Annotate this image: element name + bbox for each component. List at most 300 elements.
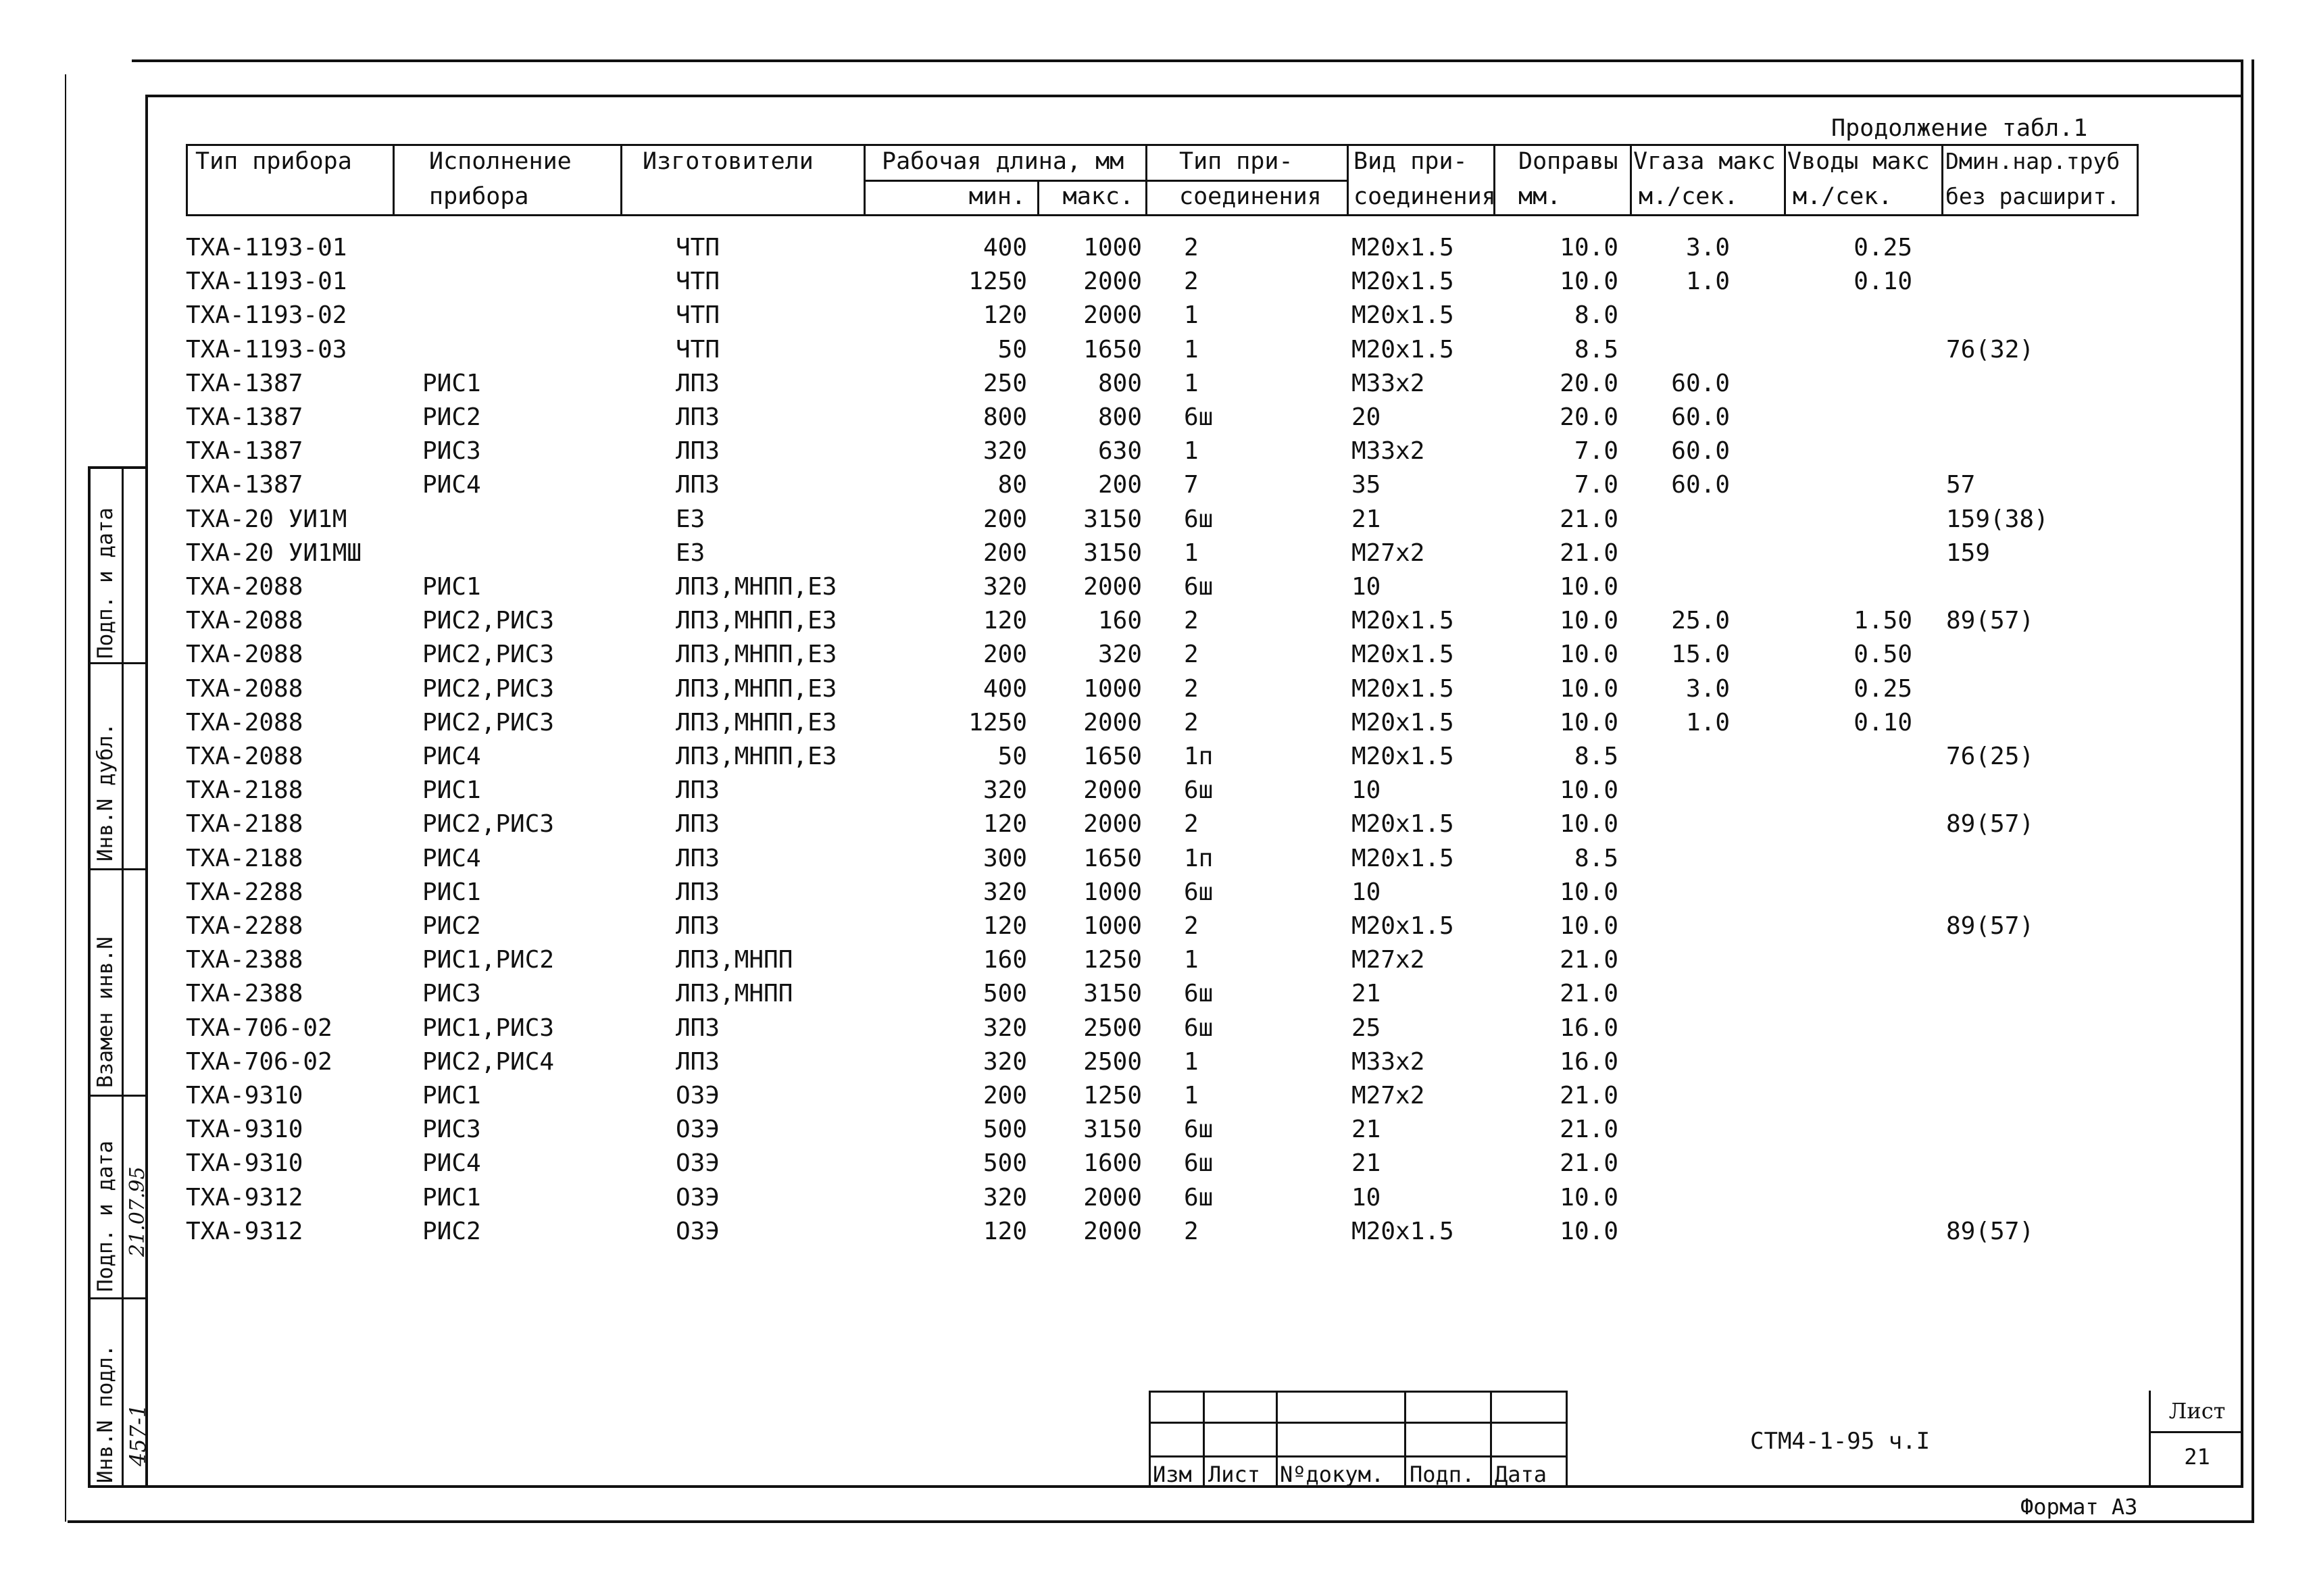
header-execution-1: Исполнение bbox=[429, 148, 572, 175]
table-row bbox=[0, 674, 2313, 708]
cell-dopravy: 10.0 bbox=[1560, 1217, 1618, 1245]
cell-manufacturer: ЛПЗ,МНПП bbox=[676, 980, 793, 1008]
cell-length-min: 120 bbox=[983, 1217, 1027, 1245]
cell-manufacturer: ОЗЭ bbox=[676, 1149, 720, 1178]
header-working-length: Рабочая длина, мм bbox=[882, 148, 1124, 175]
cell-connection-type: 1 bbox=[1184, 437, 1199, 466]
cell-execution: РИС1 bbox=[422, 369, 481, 397]
header-conn-kind-2: соединения bbox=[1353, 183, 1496, 210]
cell-connection-type: 6ш bbox=[1184, 1014, 1214, 1042]
header-execution-2: прибора bbox=[429, 183, 529, 210]
cell-length-max: 2000 bbox=[1083, 1183, 1142, 1212]
table-body bbox=[0, 233, 2313, 1260]
cell-device-type: ТХА-2188 bbox=[186, 776, 303, 805]
table-row bbox=[0, 776, 2313, 809]
table-row bbox=[0, 912, 2313, 945]
cell-length-min: 200 bbox=[983, 505, 1027, 533]
cell-length-min: 320 bbox=[983, 776, 1027, 805]
cell-dopravy: 21.0 bbox=[1560, 1116, 1618, 1144]
cell-manufacturer: ЛПЗ,МНПП,ЕЗ bbox=[676, 573, 837, 601]
cell-device-type: ТХА-2088 bbox=[186, 708, 303, 737]
cell-length-min: 120 bbox=[983, 607, 1027, 635]
cell-length-max: 200 bbox=[1097, 471, 1142, 499]
cell-manufacturer: ЕЗ bbox=[676, 539, 705, 567]
cell-connection-kind: 20 bbox=[1351, 403, 1381, 431]
cell-manufacturer: ЛПЗ bbox=[676, 912, 720, 940]
table-row bbox=[0, 979, 2313, 1013]
header-dopravy-2: мм. bbox=[1518, 183, 1562, 210]
cell-connection-type: 2 bbox=[1184, 607, 1199, 635]
header-length-max: макс. bbox=[1062, 183, 1134, 210]
cell-connection-kind: M20x1.5 bbox=[1351, 844, 1454, 872]
cell-length-max: 2000 bbox=[1083, 1217, 1142, 1245]
cell-connection-kind: M27x2 bbox=[1351, 946, 1425, 974]
cell-dopravy: 10.0 bbox=[1560, 912, 1618, 940]
cell-length-min: 800 bbox=[983, 403, 1027, 431]
cell-vgaza: 1.0 bbox=[1685, 268, 1730, 296]
cell-dopravy: 10.0 bbox=[1560, 878, 1618, 906]
cell-connection-type: 2 bbox=[1184, 912, 1199, 940]
cell-device-type: ТХА-2088 bbox=[186, 573, 303, 601]
cell-connection-kind: M20x1.5 bbox=[1351, 641, 1454, 669]
cell-length-min: 160 bbox=[983, 946, 1027, 974]
cell-vgaza: 15.0 bbox=[1671, 641, 1730, 669]
cell-length-min: 1250 bbox=[968, 268, 1027, 296]
cell-length-min: 120 bbox=[983, 810, 1027, 839]
cell-length-min: 250 bbox=[983, 369, 1027, 397]
title-izm: Изм bbox=[1153, 1462, 1192, 1487]
cell-connection-type: 1 bbox=[1184, 946, 1199, 974]
table-row bbox=[0, 301, 2313, 334]
header-vvody-1: Vводы макс bbox=[1787, 148, 1930, 175]
cell-length-max: 160 bbox=[1097, 607, 1142, 635]
cell-length-min: 500 bbox=[983, 980, 1027, 1008]
cell-connection-kind: M33x2 bbox=[1351, 437, 1425, 466]
cell-length-min: 120 bbox=[983, 301, 1027, 330]
cell-execution: РИС4 bbox=[422, 844, 481, 872]
cell-device-type: ТХА-2088 bbox=[186, 641, 303, 669]
cell-vgaza: 3.0 bbox=[1685, 674, 1730, 703]
cell-execution: РИС1,РИС2 bbox=[422, 946, 555, 974]
cell-manufacturer: ЛПЗ bbox=[676, 1047, 720, 1076]
table-row bbox=[0, 1115, 2313, 1149]
cell-manufacturer: ЛПЗ bbox=[676, 369, 720, 397]
cell-dopravy: 10.0 bbox=[1560, 234, 1618, 261]
cell-length-max: 3150 bbox=[1083, 539, 1142, 567]
cell-length-min: 500 bbox=[983, 1149, 1027, 1178]
handwritten-date: 21.07.95 bbox=[126, 1166, 149, 1257]
cell-manufacturer: ЧТП bbox=[676, 234, 720, 261]
cell-execution: РИС2,РИС3 bbox=[422, 674, 555, 703]
cell-length-max: 3150 bbox=[1083, 505, 1142, 533]
cell-execution: РИС2,РИС4 bbox=[422, 1047, 555, 1076]
cell-length-max: 630 bbox=[1097, 437, 1142, 466]
table-row bbox=[0, 335, 2313, 369]
cell-connection-type: 1 bbox=[1184, 539, 1199, 567]
cell-connection-kind: 35 bbox=[1351, 471, 1381, 499]
cell-dopravy: 7.0 bbox=[1574, 437, 1618, 466]
header-device-type: Тип прибора bbox=[195, 148, 352, 175]
table-row bbox=[0, 1149, 2313, 1182]
cell-dopravy: 16.0 bbox=[1560, 1047, 1618, 1076]
cell-dopravy: 16.0 bbox=[1560, 1014, 1618, 1042]
cell-execution: РИС1 bbox=[422, 776, 481, 805]
cell-vvody: 1.50 bbox=[1854, 607, 1912, 635]
cell-connection-type: 2 bbox=[1184, 674, 1199, 703]
cell-connection-kind: M27x2 bbox=[1351, 539, 1425, 567]
table-row bbox=[0, 809, 2313, 843]
cell-connection-type: 1 bbox=[1184, 301, 1199, 330]
cell-connection-type: 6ш bbox=[1184, 573, 1214, 601]
cell-connection-kind: M20x1.5 bbox=[1351, 674, 1454, 703]
cell-manufacturer: ЛПЗ bbox=[676, 844, 720, 872]
table-row bbox=[0, 945, 2313, 979]
cell-length-max: 1250 bbox=[1083, 946, 1142, 974]
cell-dopravy: 21.0 bbox=[1560, 1149, 1618, 1178]
cell-execution: РИС2,РИС3 bbox=[422, 607, 555, 635]
table-row bbox=[0, 606, 2313, 640]
table-row bbox=[0, 505, 2313, 539]
table-row bbox=[0, 369, 2313, 403]
cell-connection-type: 2 bbox=[1184, 1217, 1199, 1245]
cell-length-max: 2000 bbox=[1083, 810, 1142, 839]
cell-device-type: ТХА-2288 bbox=[186, 912, 303, 940]
cell-length-min: 320 bbox=[983, 1183, 1027, 1212]
cell-device-type: ТХА-1387 bbox=[186, 403, 303, 431]
cell-connection-kind: M27x2 bbox=[1351, 1082, 1425, 1109]
cell-dopravy: 21.0 bbox=[1560, 980, 1618, 1008]
cell-manufacturer: ЛПЗ,МНПП,ЕЗ bbox=[676, 641, 837, 669]
table-row bbox=[0, 470, 2313, 504]
cell-dopravy: 21.0 bbox=[1560, 539, 1618, 567]
cell-dmin: 89(57) bbox=[1946, 912, 2035, 940]
cell-execution: РИС1 bbox=[422, 878, 481, 906]
cell-execution: РИС3 bbox=[422, 1116, 481, 1144]
cell-dmin: 76(25) bbox=[1946, 743, 2035, 770]
cell-manufacturer: ЛПЗ bbox=[676, 403, 720, 431]
cell-manufacturer: ЛПЗ bbox=[676, 471, 720, 499]
side-label-podp-data-1: Подп. и дата bbox=[93, 507, 118, 659]
cell-connection-kind: M20x1.5 bbox=[1351, 234, 1454, 261]
cell-length-max: 320 bbox=[1097, 641, 1142, 669]
cell-connection-kind: 10 bbox=[1351, 1183, 1381, 1212]
cell-connection-type: 1 bbox=[1184, 1082, 1199, 1109]
cell-manufacturer: ЛПЗ bbox=[676, 437, 720, 466]
cell-manufacturer: ОЗЭ bbox=[676, 1116, 720, 1144]
cell-connection-kind: 21 bbox=[1351, 1149, 1381, 1178]
document-code: СТМ4-1-95 ч.I bbox=[1750, 1428, 1931, 1455]
cell-length-min: 320 bbox=[983, 437, 1027, 466]
table-row bbox=[0, 572, 2313, 606]
cell-connection-kind: M20x1.5 bbox=[1351, 268, 1454, 296]
cell-length-max: 1250 bbox=[1083, 1082, 1142, 1109]
cell-length-max: 1000 bbox=[1083, 674, 1142, 703]
cell-connection-kind: M33x2 bbox=[1351, 1047, 1425, 1076]
cell-length-min: 500 bbox=[983, 1116, 1027, 1144]
cell-device-type: ТХА-20 УИ1М bbox=[186, 505, 347, 533]
cell-manufacturer: ОЗЭ bbox=[676, 1183, 720, 1212]
cell-connection-type: 1 bbox=[1184, 1047, 1199, 1076]
cell-dopravy: 8.5 bbox=[1574, 743, 1618, 770]
cell-connection-kind: 21 bbox=[1351, 505, 1381, 533]
cell-device-type: ТХА-1193-01 bbox=[186, 234, 347, 261]
cell-length-max: 800 bbox=[1097, 369, 1142, 397]
cell-connection-type: 2 bbox=[1184, 641, 1199, 669]
cell-length-max: 1650 bbox=[1083, 335, 1142, 364]
header-dmin-1: Dмин.нар.труб bbox=[1945, 148, 2120, 174]
cell-dopravy: 10.0 bbox=[1560, 708, 1618, 737]
cell-dmin: 159(38) bbox=[1946, 505, 2049, 533]
cell-dmin: 89(57) bbox=[1946, 1217, 2035, 1245]
cell-connection-type: 1п bbox=[1184, 844, 1214, 872]
cell-vvody: 0.50 bbox=[1854, 641, 1912, 669]
cell-length-max: 2000 bbox=[1083, 301, 1142, 330]
cell-connection-kind: M20x1.5 bbox=[1351, 301, 1454, 330]
cell-device-type: ТХА-2088 bbox=[186, 607, 303, 635]
cell-manufacturer: ЛПЗ bbox=[676, 878, 720, 906]
cell-dmin: 57 bbox=[1946, 471, 1976, 499]
cell-length-max: 1600 bbox=[1083, 1149, 1142, 1178]
cell-device-type: ТХА-20 УИ1МШ bbox=[186, 539, 362, 567]
header-dopravy-1: Dоправы bbox=[1518, 148, 1618, 175]
cell-device-type: ТХА-9312 bbox=[186, 1217, 303, 1245]
side-label-inv-dubl: Инв.N дубл. bbox=[93, 722, 118, 862]
title-data: Дата bbox=[1495, 1462, 1547, 1487]
cell-connection-kind: 25 bbox=[1351, 1014, 1381, 1042]
cell-vgaza: 60.0 bbox=[1671, 437, 1730, 466]
cell-vgaza: 60.0 bbox=[1671, 369, 1730, 397]
cell-device-type: ТХА-1387 bbox=[186, 471, 303, 499]
cell-length-min: 320 bbox=[983, 1047, 1027, 1076]
cell-length-max: 2000 bbox=[1083, 573, 1142, 601]
cell-length-min: 320 bbox=[983, 1014, 1027, 1042]
cell-length-max: 1000 bbox=[1083, 912, 1142, 940]
cell-dopravy: 21.0 bbox=[1560, 1082, 1618, 1109]
cell-device-type: ТХА-1193-03 bbox=[186, 335, 347, 364]
cell-connection-type: 6ш bbox=[1184, 776, 1214, 805]
table-row bbox=[0, 233, 2313, 267]
cell-connection-type: 6ш bbox=[1184, 878, 1214, 906]
cell-execution: РИС1 bbox=[422, 1183, 481, 1212]
cell-manufacturer: ЕЗ bbox=[676, 505, 705, 533]
cell-connection-kind: M33x2 bbox=[1351, 369, 1425, 397]
cell-length-min: 200 bbox=[983, 1082, 1027, 1109]
cell-length-min: 200 bbox=[983, 539, 1027, 567]
cell-execution: РИС1 bbox=[422, 573, 481, 601]
cell-length-min: 400 bbox=[983, 674, 1027, 703]
cell-device-type: ТХА-9310 bbox=[186, 1116, 303, 1144]
cell-device-type: ТХА-9310 bbox=[186, 1149, 303, 1178]
cell-length-max: 1000 bbox=[1083, 878, 1142, 906]
table-row bbox=[0, 1047, 2313, 1081]
cell-vvody: 0.10 bbox=[1854, 268, 1912, 296]
cell-vgaza: 1.0 bbox=[1685, 708, 1730, 737]
cell-dopravy: 8.0 bbox=[1574, 301, 1618, 330]
cell-connection-type: 2 bbox=[1184, 234, 1199, 261]
cell-length-min: 320 bbox=[983, 573, 1027, 601]
cell-connection-type: 2 bbox=[1184, 268, 1199, 296]
cell-execution: РИС2 bbox=[422, 912, 481, 940]
cell-length-min: 1250 bbox=[968, 708, 1027, 737]
table-row bbox=[0, 1014, 2313, 1047]
side-label-podp-data-2: Подп. и дата bbox=[93, 1141, 118, 1292]
cell-dopravy: 10.0 bbox=[1560, 641, 1618, 669]
cell-connection-type: 6ш bbox=[1184, 505, 1214, 533]
table-row bbox=[0, 1183, 2313, 1217]
cell-device-type: ТХА-1193-01 bbox=[186, 268, 347, 296]
cell-length-max: 1650 bbox=[1083, 844, 1142, 872]
cell-device-type: ТХА-706-02 bbox=[186, 1014, 332, 1042]
table-header bbox=[186, 144, 2139, 218]
cell-length-max: 2000 bbox=[1083, 776, 1142, 805]
cell-execution: РИС2 bbox=[422, 1217, 481, 1245]
cell-manufacturer: ЧТП bbox=[676, 301, 720, 330]
cell-vgaza: 25.0 bbox=[1671, 607, 1730, 635]
header-vvody-2: м./сек. bbox=[1793, 183, 1893, 210]
cell-connection-kind: M20x1.5 bbox=[1351, 743, 1454, 770]
cell-manufacturer: ЛПЗ bbox=[676, 810, 720, 839]
header-vgaza-1: Vгаза макс bbox=[1633, 148, 1776, 175]
cell-manufacturer: ЛПЗ,МНПП,ЕЗ bbox=[676, 607, 837, 635]
cell-execution: РИС3 bbox=[422, 980, 481, 1008]
cell-dopravy: 10.0 bbox=[1560, 268, 1618, 296]
cell-connection-type: 6ш bbox=[1184, 1183, 1214, 1212]
cell-vvody: 0.25 bbox=[1854, 674, 1912, 703]
cell-connection-kind: 21 bbox=[1351, 980, 1381, 1008]
cell-manufacturer: ЧТП bbox=[676, 335, 720, 364]
cell-dopravy: 7.0 bbox=[1574, 471, 1618, 499]
cell-device-type: ТХА-9310 bbox=[186, 1082, 303, 1109]
frame-top-line bbox=[132, 59, 2243, 62]
sheet-number: 21 bbox=[2184, 1444, 2210, 1470]
table-row bbox=[0, 742, 2313, 776]
cell-execution: РИС4 bbox=[422, 1149, 481, 1178]
cell-length-max: 2000 bbox=[1083, 708, 1142, 737]
cell-connection-kind: 10 bbox=[1351, 573, 1381, 601]
title-podp: Подп. bbox=[1410, 1462, 1475, 1487]
table-row bbox=[0, 267, 2313, 301]
cell-connection-kind: M20x1.5 bbox=[1351, 708, 1454, 737]
cell-length-max: 800 bbox=[1097, 403, 1142, 431]
handwritten-inv-number: 457-1 bbox=[125, 1403, 151, 1466]
header-conn-type-2: соединения bbox=[1179, 183, 1322, 210]
cell-execution: РИС2,РИС3 bbox=[422, 641, 555, 669]
cell-execution: РИС2,РИС3 bbox=[422, 810, 555, 839]
cell-connection-kind: M20x1.5 bbox=[1351, 810, 1454, 839]
cell-device-type: ТХА-1193-02 bbox=[186, 301, 347, 330]
cell-manufacturer: ЛПЗ bbox=[676, 1014, 720, 1042]
cell-length-min: 50 bbox=[997, 743, 1027, 770]
cell-length-max: 2500 bbox=[1083, 1047, 1142, 1076]
cell-connection-type: 7 bbox=[1184, 471, 1199, 499]
cell-device-type: ТХА-2188 bbox=[186, 844, 303, 872]
cell-device-type: ТХА-2288 bbox=[186, 878, 303, 906]
header-conn-type-1: Тип при- bbox=[1179, 148, 1293, 175]
cell-execution: РИС1 bbox=[422, 1082, 481, 1109]
header-vgaza-2: м./сек. bbox=[1639, 183, 1739, 210]
cell-connection-type: 1п bbox=[1184, 743, 1214, 770]
continuation-note: Продолжение табл.1 bbox=[1831, 115, 2088, 142]
sheet-label: Лист bbox=[2168, 1398, 2226, 1424]
cell-device-type: ТХА-2388 bbox=[186, 946, 303, 974]
cell-vvody: 0.25 bbox=[1854, 234, 1912, 261]
cell-dopravy: 10.0 bbox=[1560, 573, 1618, 601]
cell-dopravy: 8.5 bbox=[1574, 335, 1618, 364]
table-row bbox=[0, 1217, 2313, 1251]
cell-manufacturer: ОЗЭ bbox=[676, 1082, 720, 1109]
cell-connection-type: 2 bbox=[1184, 708, 1199, 737]
frame-bottom-line bbox=[68, 1520, 2254, 1523]
cell-length-min: 50 bbox=[997, 335, 1027, 364]
cell-dopravy: 21.0 bbox=[1560, 946, 1618, 974]
cell-length-min: 400 bbox=[983, 234, 1027, 261]
cell-connection-kind: M20x1.5 bbox=[1351, 1217, 1454, 1245]
cell-connection-type: 1 bbox=[1184, 335, 1199, 364]
cell-vvody: 0.10 bbox=[1854, 708, 1912, 737]
side-label-vzam-inv: Взамен инв.N bbox=[93, 937, 118, 1088]
table-row bbox=[0, 844, 2313, 878]
side-label-inv-podl: Инв.N подл. bbox=[93, 1344, 118, 1483]
cell-length-max: 1650 bbox=[1083, 743, 1142, 770]
cell-manufacturer: ЛПЗ,МНПП,ЕЗ bbox=[676, 743, 837, 770]
cell-connection-kind: 10 bbox=[1351, 776, 1381, 805]
cell-device-type: ТХА-2088 bbox=[186, 743, 303, 770]
table-row bbox=[0, 708, 2313, 742]
cell-connection-type: 6ш bbox=[1184, 980, 1214, 1008]
cell-length-max: 3150 bbox=[1083, 1116, 1142, 1144]
cell-dopravy: 10.0 bbox=[1560, 1183, 1618, 1212]
title-list: Лист bbox=[1208, 1462, 1261, 1487]
cell-execution: РИС4 bbox=[422, 471, 481, 499]
cell-execution: РИС3 bbox=[422, 437, 481, 466]
cell-dopravy: 10.0 bbox=[1560, 776, 1618, 805]
cell-execution: РИС2 bbox=[422, 403, 481, 431]
cell-connection-type: 1 bbox=[1184, 369, 1199, 397]
cell-device-type: ТХА-1387 bbox=[186, 437, 303, 466]
cell-manufacturer: ЛПЗ bbox=[676, 776, 720, 805]
cell-connection-kind: 10 bbox=[1351, 878, 1381, 906]
cell-length-max: 2000 bbox=[1083, 268, 1142, 296]
cell-device-type: ТХА-2088 bbox=[186, 674, 303, 703]
cell-manufacturer: ЧТП bbox=[676, 268, 720, 296]
cell-connection-kind: M20x1.5 bbox=[1351, 335, 1454, 364]
cell-connection-type: 2 bbox=[1184, 810, 1199, 839]
table-row bbox=[0, 878, 2313, 912]
cell-length-min: 120 bbox=[983, 912, 1027, 940]
cell-manufacturer: ОЗЭ bbox=[676, 1217, 720, 1245]
cell-dmin: 76(32) bbox=[1946, 335, 2035, 364]
cell-dopravy: 20.0 bbox=[1560, 369, 1618, 397]
cell-vgaza: 60.0 bbox=[1671, 403, 1730, 431]
cell-dopravy: 21.0 bbox=[1560, 505, 1618, 533]
table-row bbox=[0, 403, 2313, 437]
cell-length-max: 1000 bbox=[1083, 234, 1142, 261]
cell-device-type: ТХА-706-02 bbox=[186, 1047, 332, 1076]
cell-connection-kind: M20x1.5 bbox=[1351, 607, 1454, 635]
cell-manufacturer: ЛПЗ,МНПП,ЕЗ bbox=[676, 674, 837, 703]
cell-execution: РИС2,РИС3 bbox=[422, 708, 555, 737]
header-dmin-2: без расширит. bbox=[1945, 183, 2120, 209]
cell-dopravy: 10.0 bbox=[1560, 810, 1618, 839]
table-row bbox=[0, 437, 2313, 470]
cell-vgaza: 3.0 bbox=[1685, 234, 1730, 261]
cell-length-min: 80 bbox=[997, 471, 1027, 499]
title-ndokum: Nºдокум. bbox=[1280, 1462, 1385, 1487]
cell-device-type: ТХА-1387 bbox=[186, 369, 303, 397]
cell-device-type: ТХА-9312 bbox=[186, 1183, 303, 1212]
cell-connection-kind: M20x1.5 bbox=[1351, 912, 1454, 940]
cell-length-min: 200 bbox=[983, 641, 1027, 669]
